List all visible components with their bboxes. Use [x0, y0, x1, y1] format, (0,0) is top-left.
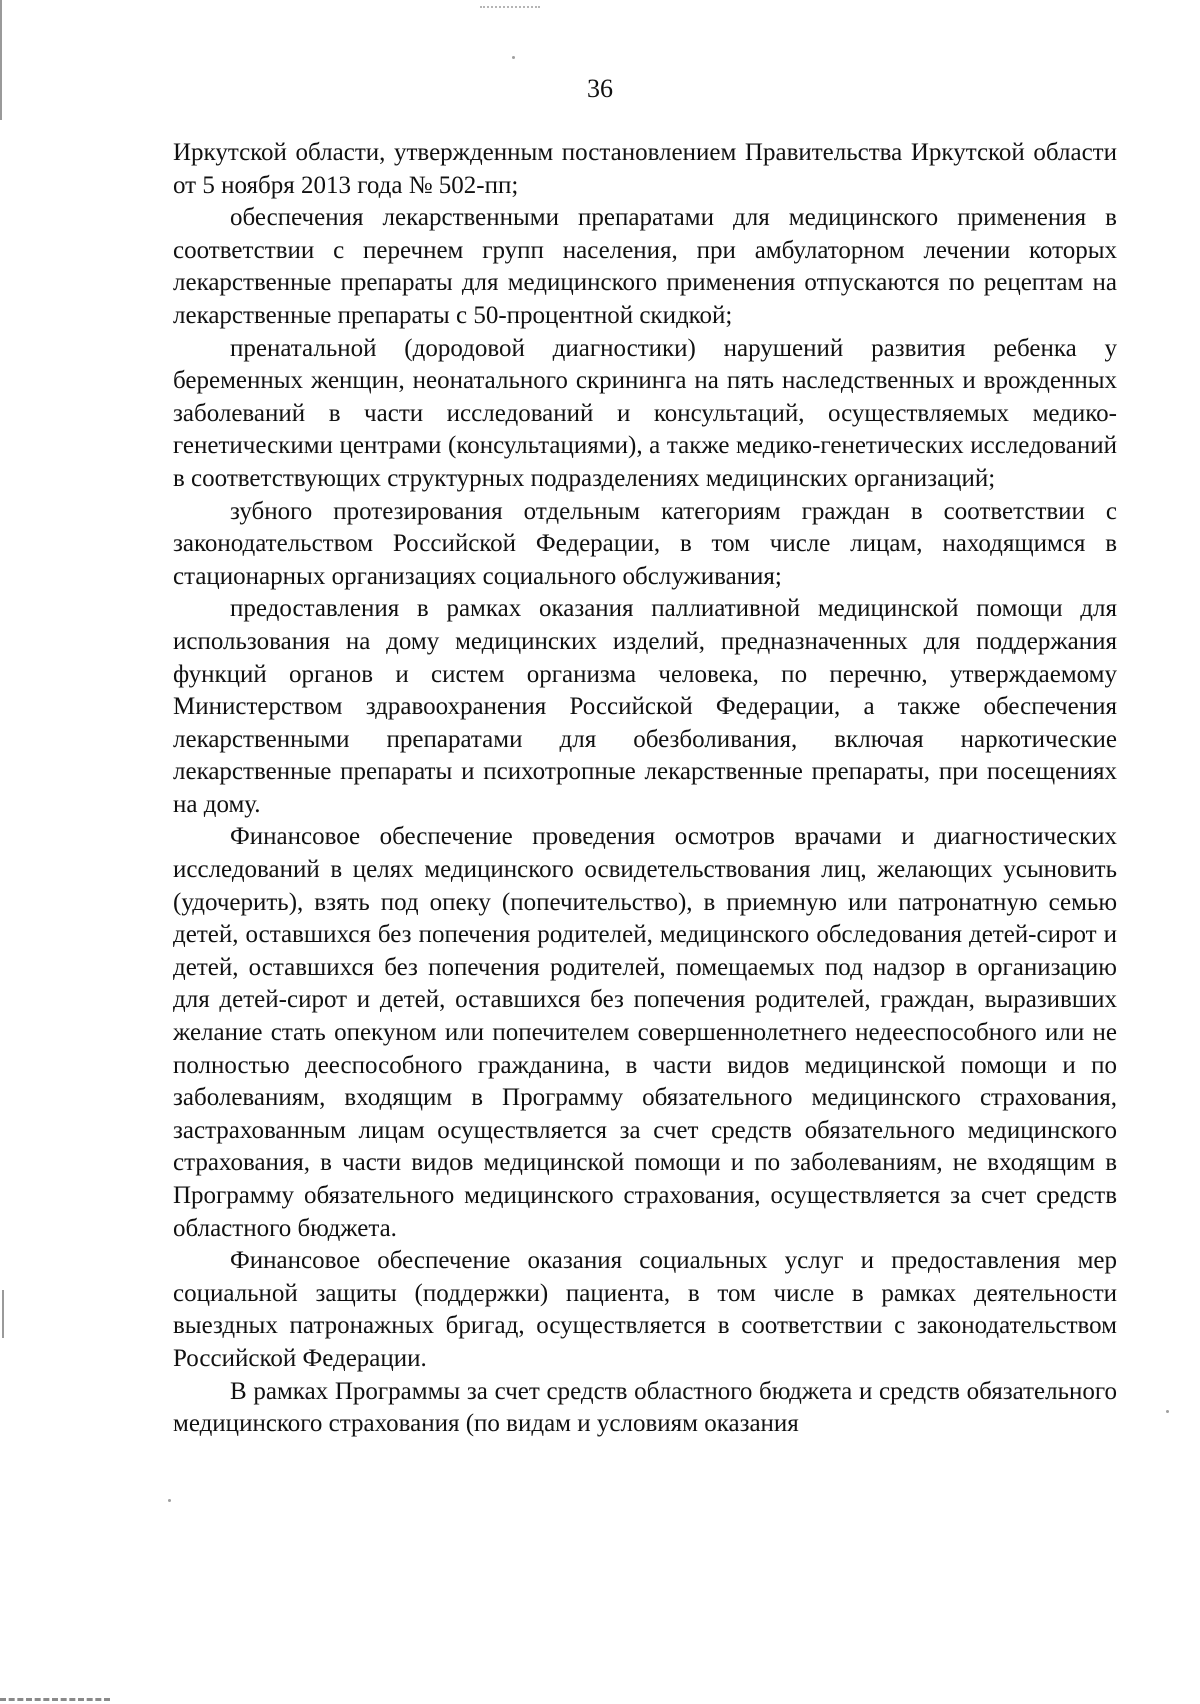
paragraph: зубного протезирования отдельным категориям граждан в соответствии с законодательством Российской Федерации, в том числе лицам, находящимся в стационарных организациях социального обслуживания; — [173, 497, 1117, 590]
paragraph: обеспечения лекарственными препаратами для медицинского применения в соответствии с перечнем групп населения, при амбулаторном лечении которых лекарственные препараты для медицинского применения отпускаются по рецептам на лекарственные препараты с 50-процентной скидкой; — [173, 204, 1117, 329]
document-body — [173, 137, 1117, 1441]
paragraph: пренатальной (дородовой диагностики) нарушений развития ребенка у беременных женщин, неонатального скрининга на пять наследственных и врожденных заболеваний в части исследований и консультаций, осуществляемых медико-генетическими центрами (консультациями), а также медико-генетических исследований в соответствующих структурных подразделениях медицинских организаций; — [173, 334, 1117, 492]
paragraph: предоставления в рамках оказания паллиативной медицинской помощи для использования на дому медицинских изделий, предназначенных для поддержания функций органов и систем организма человека, по перечню, утверждаемому Министерством здравоохранения Российской Федерации, а также обеспечения лекарственными препаратами для обезболивания, включая наркотические лекарственные препараты и психотропные лекарственные препараты, при посещениях на дому. — [173, 595, 1117, 818]
scan-artifact — [480, 6, 540, 8]
page-number: 36 — [587, 74, 613, 103]
scan-artifact — [0, 1698, 110, 1701]
scan-speck — [1166, 1410, 1169, 1413]
paragraph: Финансовое обеспечение оказания социальных услуг и предоставления мер социальной защиты (поддержки) пациента, в том числе в рамках деятельности выездных патронажных бригад, осуществляется в соответствии с законодательством Российской Федерации. — [173, 1247, 1117, 1372]
paragraph: Иркутской области, утвержденным постановлением Правительства Иркутской области от 5 ноября 2013 года № 502-пп; — [173, 139, 1117, 199]
scan-edge-line — [2, 1290, 4, 1338]
scan-speck — [512, 56, 515, 59]
scan-speck — [168, 1499, 171, 1502]
paragraph: Финансовое обеспечение проведения осмотров врачами и диагностических исследований в целях медицинского освидетельствования лиц, желающих усыновить (удочерить), взять под опеку (попечительство), в приемную или патронатную семью детей, оставшихся без попечения родителей, медицинского обследования детей-сирот и детей, оставшихся без попечения родителей, помещаемых под надзор в организацию для детей-сирот и детей, оставшихся без попечения родителей, граждан, выразивших желание стать опекуном или попечителем совершеннолетнего недееспособного или не полностью дееспособного гражданина, в части видов медицинской помощи и по заболеваниям, входящим в Программу обязательного медицинского страхования, застрахованным лицам осуществляется за счет средств обязательного медицинского страхования, в части видов медицинской помощи и по заболеваниям, не входящим в Программу обязательного медицинского страхования, осуществляется за счет средств областного бюджета. — [173, 823, 1117, 1242]
paragraph: В рамках Программы за счет средств областного бюджета и средств обязательного медицинского страхования (по видам и условиям оказания — [173, 1377, 1117, 1438]
